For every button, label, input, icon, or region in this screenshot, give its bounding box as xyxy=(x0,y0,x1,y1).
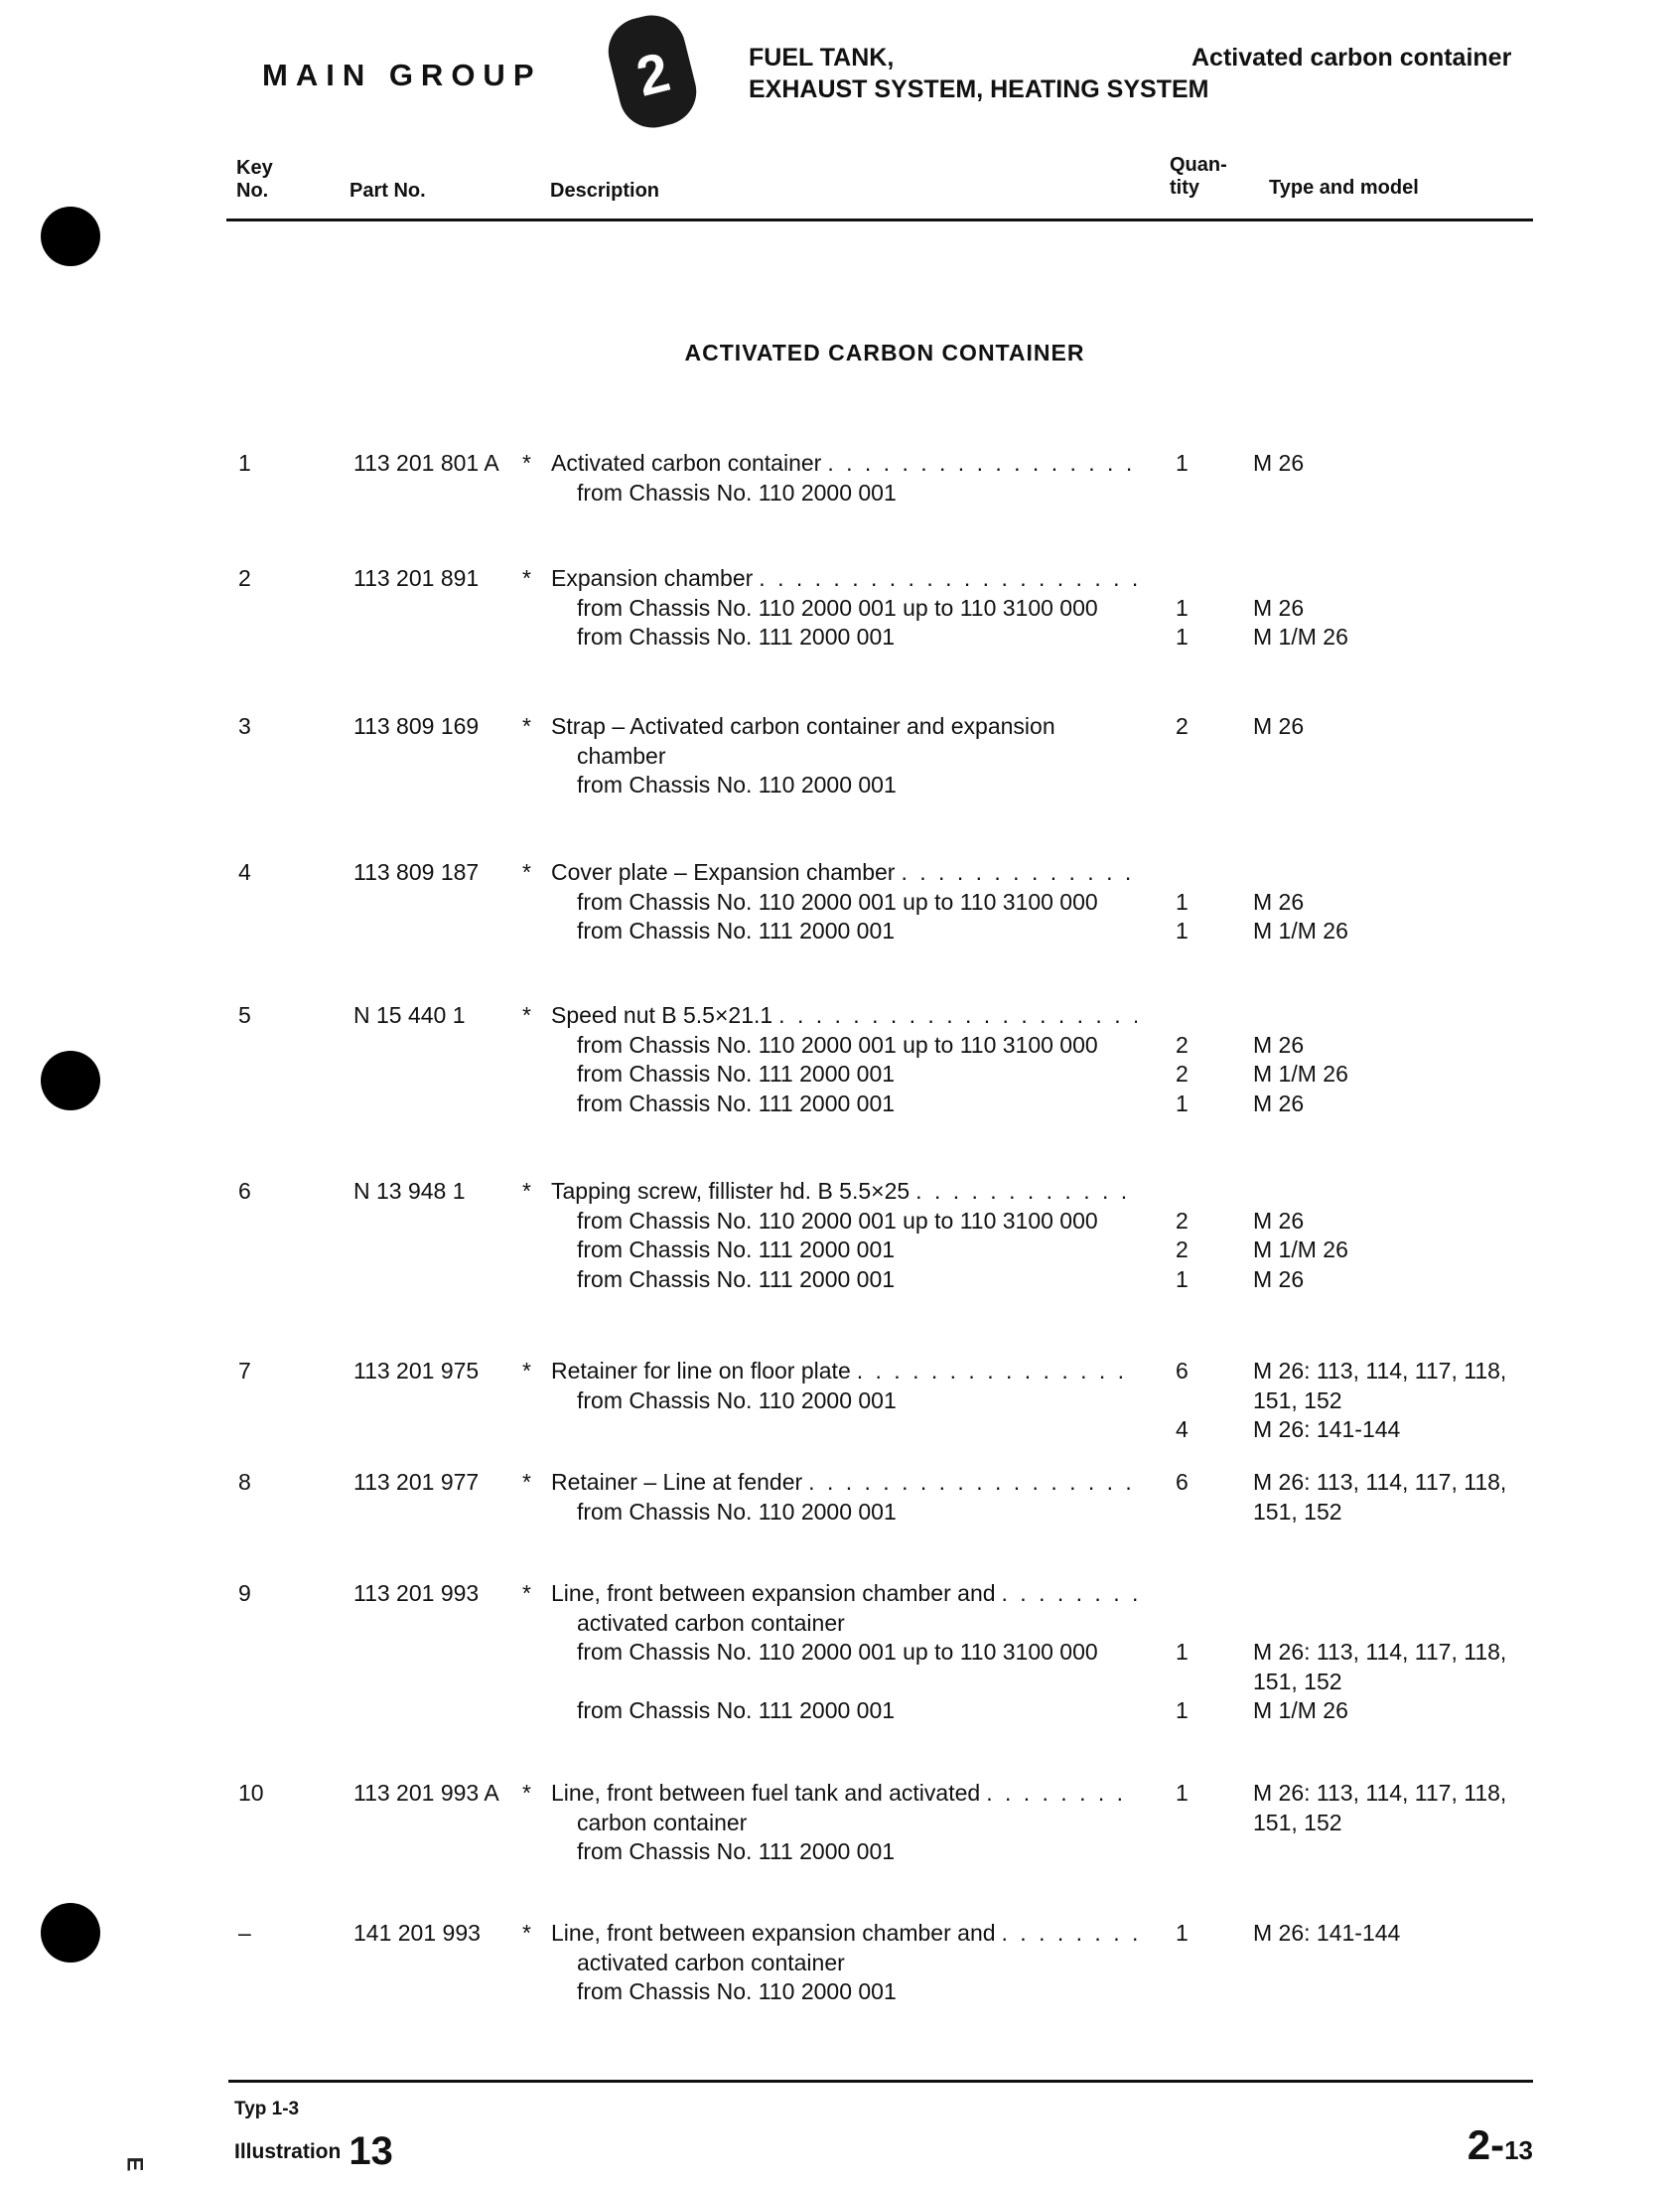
description-line xyxy=(551,888,1137,918)
col-key-no xyxy=(236,157,273,203)
footer-rule xyxy=(228,2080,1533,2083)
new-part-marker: * xyxy=(522,1178,531,1204)
col-part-no: Part No. xyxy=(350,180,426,202)
part-number: 113 201 993 A xyxy=(353,1780,499,1806)
description-line xyxy=(551,1579,1137,1609)
part-number: 113 201 801 A xyxy=(353,450,499,476)
quantity-value: 1 xyxy=(1176,1090,1189,1116)
binder-hole-top xyxy=(41,207,100,266)
quantity-value xyxy=(1176,1809,1189,1838)
description-text: from Chassis No. 111 2000 001 xyxy=(577,624,896,650)
type-model-value xyxy=(1253,564,1348,594)
description-line xyxy=(551,1809,1137,1838)
type-model-value xyxy=(1253,1177,1348,1207)
col-key-no-line1: Key xyxy=(236,157,273,179)
type-model-column xyxy=(1253,858,1348,947)
part-number: 141 201 993 xyxy=(353,1920,481,1946)
binder-hole-middle xyxy=(41,1051,100,1110)
quantity-value: 1 xyxy=(1176,888,1189,915)
quantity-column xyxy=(1176,1779,1189,1867)
type-model-value: 151, 152 xyxy=(1253,1809,1342,1835)
part-description xyxy=(551,449,1137,508)
description-text: Line, front between expansion chamber and xyxy=(551,1580,996,1606)
part-description xyxy=(551,1579,1137,1726)
type-model-value: M 1/M 26 xyxy=(1253,624,1348,650)
type-model-value: M 26 xyxy=(1253,888,1305,915)
description-line xyxy=(551,1001,1137,1031)
footer-typ: Typ 1-3 xyxy=(234,2099,300,2119)
type-model-column xyxy=(1253,1001,1348,1118)
key-number: 5 xyxy=(238,1002,251,1028)
description-line xyxy=(551,712,1137,742)
quantity-column xyxy=(1176,1579,1189,1726)
part-number: 113 809 169 xyxy=(353,713,480,739)
quantity-value xyxy=(1176,1609,1189,1639)
description-text: from Chassis No. 111 2000 001 xyxy=(577,1237,896,1262)
description-line xyxy=(551,1668,1137,1697)
quantity-value xyxy=(1176,771,1189,801)
description-line xyxy=(551,1386,1137,1416)
description-text: from Chassis No. 110 2000 001 up to 110 3100 000 xyxy=(577,1207,1098,1234)
new-part-marker: * xyxy=(522,859,531,885)
binder-hole-bottom xyxy=(41,1903,100,1963)
type-model-value: M 26 xyxy=(1253,594,1305,621)
description-line xyxy=(551,771,1137,801)
description-line xyxy=(551,1060,1137,1090)
illustration-number: 13 xyxy=(349,2129,393,2173)
quantity-value: 1 xyxy=(1176,450,1189,476)
description-line xyxy=(551,1357,1137,1386)
quantity-value: 1 xyxy=(1176,1920,1189,1946)
type-model-column xyxy=(1253,564,1348,653)
description-line xyxy=(551,1207,1137,1237)
type-model-value: M 1/M 26 xyxy=(1253,1237,1348,1262)
new-part-marker: * xyxy=(522,1580,531,1606)
key-number: 2 xyxy=(238,565,251,591)
part-description xyxy=(551,1779,1137,1867)
type-model-value: M 26 xyxy=(1253,713,1305,739)
key-number: – xyxy=(238,1920,251,1946)
col-quantity-line2: tity xyxy=(1170,177,1199,199)
group-number-badge xyxy=(602,8,704,135)
type-model-column xyxy=(1253,1468,1506,1527)
quantity-value: 6 xyxy=(1176,1469,1189,1495)
type-model-value: M 26: 113, 114, 117, 118, xyxy=(1253,1780,1507,1806)
dot-leader xyxy=(808,1468,1137,1498)
dot-leader xyxy=(827,449,1137,479)
description-line xyxy=(551,1415,1137,1445)
description-text: Cover plate – Expansion chamber xyxy=(551,859,896,885)
key-number: 9 xyxy=(238,1580,251,1606)
type-model-column xyxy=(1253,1357,1506,1445)
description-text: activated carbon container xyxy=(577,1949,845,1975)
col-quantity xyxy=(1170,154,1227,200)
part-number: N 13 948 1 xyxy=(353,1178,466,1204)
description-text: from Chassis No. 111 2000 001 xyxy=(577,1265,896,1292)
new-part-marker: * xyxy=(522,1469,531,1495)
type-model-value: 151, 152 xyxy=(1253,1668,1342,1694)
type-model-value: M 26: 141-144 xyxy=(1253,1416,1401,1442)
type-model-value: 151, 152 xyxy=(1253,1386,1342,1413)
description-line xyxy=(551,1265,1137,1295)
type-model-column xyxy=(1253,1779,1506,1867)
section-title: ACTIVATED CARBON CONTAINER xyxy=(684,340,1085,365)
description-line xyxy=(551,1177,1137,1207)
quantity-value xyxy=(1176,1386,1189,1416)
key-number: 10 xyxy=(238,1780,264,1806)
description-text: Expansion chamber xyxy=(551,565,754,591)
description-text: from Chassis No. 110 2000 001 up to 110 3100 000 xyxy=(577,594,1098,621)
description-line xyxy=(551,1977,1137,2007)
key-number: 1 xyxy=(238,450,251,476)
quantity-column xyxy=(1176,1357,1189,1445)
type-model-value: M 26 xyxy=(1253,1265,1305,1292)
quantity-value: 2 xyxy=(1176,1237,1189,1262)
type-model-value: M 26: 141-144 xyxy=(1253,1920,1401,1946)
description-text: Strap – Activated carbon container and expansion xyxy=(551,713,1055,739)
quantity-column xyxy=(1176,858,1189,947)
type-model-value: M 1/M 26 xyxy=(1253,1061,1348,1087)
type-model-value xyxy=(1253,1949,1400,1978)
new-part-marker: * xyxy=(522,1920,531,1946)
col-key-no-line2: No. xyxy=(236,180,269,202)
header-subject: Activated carbon container xyxy=(1191,44,1512,72)
description-line xyxy=(551,1696,1137,1726)
quantity-column xyxy=(1176,1919,1189,2007)
type-model-column xyxy=(1253,712,1304,801)
dot-leader xyxy=(901,858,1137,888)
description-text: from Chassis No. 110 2000 001 xyxy=(577,1386,897,1413)
quantity-value xyxy=(1176,1837,1189,1867)
quantity-column xyxy=(1176,1001,1189,1118)
description-line xyxy=(551,917,1137,947)
quantity-value xyxy=(1176,564,1189,594)
page-number xyxy=(1468,2121,1533,2169)
dot-leader xyxy=(986,1779,1137,1809)
col-description: Description xyxy=(550,180,660,202)
type-model-value xyxy=(1253,858,1348,888)
quantity-column xyxy=(1176,564,1189,653)
description-line xyxy=(551,1919,1137,1949)
quantity-value: 4 xyxy=(1176,1416,1189,1442)
group-number: 2 xyxy=(630,40,676,108)
description-text: from Chassis No. 110 2000 001 xyxy=(577,479,897,506)
description-line xyxy=(551,594,1137,624)
quantity-value: 6 xyxy=(1176,1358,1189,1384)
type-model-value xyxy=(1253,742,1304,772)
dot-leader xyxy=(857,1357,1137,1386)
part-number: 113 201 891 xyxy=(353,565,480,591)
new-part-marker: * xyxy=(522,1358,531,1384)
part-description xyxy=(551,858,1137,947)
quantity-value xyxy=(1176,1579,1189,1609)
quantity-value: 1 xyxy=(1176,1697,1189,1723)
description-line xyxy=(551,479,1137,509)
part-description xyxy=(551,1357,1137,1445)
quantity-value xyxy=(1176,1668,1189,1697)
description-text: from Chassis No. 110 2000 001 xyxy=(577,1498,897,1525)
new-part-marker: * xyxy=(522,713,531,739)
type-model-value: M 26 xyxy=(1253,1090,1305,1116)
description-line xyxy=(551,1468,1137,1498)
description-line xyxy=(551,449,1137,479)
type-model-column xyxy=(1253,1579,1506,1726)
part-number: 113 809 187 xyxy=(353,859,480,885)
type-model-value: M 26: 113, 114, 117, 118, xyxy=(1253,1639,1507,1665)
type-model-value: M 26 xyxy=(1253,1207,1305,1234)
quantity-value xyxy=(1176,479,1189,509)
type-model-value xyxy=(1253,1837,1506,1867)
key-number: 4 xyxy=(238,859,251,885)
description-line xyxy=(551,1638,1137,1668)
part-number: 113 201 975 xyxy=(353,1358,480,1384)
quantity-value: 1 xyxy=(1176,918,1189,944)
header-title-line1: FUEL TANK, xyxy=(749,44,895,72)
part-description xyxy=(551,712,1137,801)
quantity-value: 2 xyxy=(1176,1207,1189,1234)
description-line xyxy=(551,1498,1137,1528)
page-number-sub: 13 xyxy=(1504,2135,1533,2165)
footer-illustration xyxy=(234,2129,393,2174)
description-text: chamber xyxy=(577,742,666,769)
part-description xyxy=(551,1177,1137,1294)
description-text: carbon container xyxy=(577,1809,748,1835)
description-text: from Chassis No. 110 2000 001 up to 110 3100 000 xyxy=(577,888,1098,915)
type-model-value xyxy=(1253,1977,1400,2007)
description-text: from Chassis No. 110 2000 001 xyxy=(577,1978,897,2004)
illustration-label: Illustration xyxy=(234,2140,342,2163)
quantity-column xyxy=(1176,1468,1189,1527)
col-type-model: Type and model xyxy=(1269,177,1419,199)
key-number: 7 xyxy=(238,1358,251,1384)
new-part-marker: * xyxy=(522,450,531,476)
type-model-value xyxy=(1253,771,1304,801)
col-quantity-line1: Quan- xyxy=(1170,154,1227,176)
description-text: from Chassis No. 110 2000 001 up to 110 3100 000 xyxy=(577,1031,1098,1058)
key-number: 3 xyxy=(238,713,251,739)
page-number-main: 2- xyxy=(1467,2121,1505,2168)
quantity-value: 1 xyxy=(1176,624,1189,650)
description-line xyxy=(551,1779,1137,1809)
type-model-value: M 26: 113, 114, 117, 118, xyxy=(1253,1358,1507,1384)
description-text: from Chassis No. 110 2000 001 up to 110 3100 000 xyxy=(577,1639,1098,1665)
type-model-value xyxy=(1253,1579,1506,1609)
margin-mark: E xyxy=(122,2156,148,2172)
type-model-column xyxy=(1253,1177,1348,1294)
type-model-value xyxy=(1253,479,1304,509)
type-model-value: M 26: 113, 114, 117, 118, xyxy=(1253,1469,1507,1495)
quantity-value xyxy=(1176,1949,1189,1978)
type-model-column xyxy=(1253,1919,1400,2007)
quantity-column xyxy=(1176,449,1189,508)
header-rule xyxy=(226,218,1533,221)
main-group-label: MAIN GROUP xyxy=(262,58,542,92)
description-text: from Chassis No. 111 2000 001 xyxy=(577,1061,896,1087)
description-text: Line, front between expansion chamber and xyxy=(551,1920,996,1946)
type-model-column xyxy=(1253,449,1304,508)
description-text: Retainer for line on floor plate xyxy=(551,1358,851,1384)
part-number: 113 201 993 xyxy=(353,1580,480,1606)
description-text: Retainer – Line at fender xyxy=(551,1469,803,1495)
description-text: from Chassis No. 111 2000 001 xyxy=(577,918,896,944)
quantity-value xyxy=(1176,1498,1189,1528)
part-description xyxy=(551,1468,1137,1527)
dot-leader xyxy=(915,1177,1137,1207)
type-model-value xyxy=(1253,1609,1506,1639)
description-line xyxy=(551,1031,1137,1061)
description-line xyxy=(551,564,1137,594)
type-model-value xyxy=(1253,1001,1348,1031)
dot-leader xyxy=(759,564,1137,594)
quantity-value: 2 xyxy=(1176,1031,1189,1058)
description-line xyxy=(551,1837,1137,1867)
type-model-value: M 26 xyxy=(1253,1031,1305,1058)
dot-leader xyxy=(778,1001,1137,1031)
description-line xyxy=(551,858,1137,888)
quantity-value xyxy=(1176,742,1189,772)
description-line xyxy=(551,1090,1137,1119)
part-number: N 15 440 1 xyxy=(353,1002,466,1028)
new-part-marker: * xyxy=(522,1002,531,1028)
description-text: Tapping screw, fillister hd. B 5.5×25 xyxy=(551,1178,910,1204)
description-text: Line, front between fuel tank and activated xyxy=(551,1780,981,1806)
dot-leader xyxy=(1002,1579,1137,1609)
quantity-value: 1 xyxy=(1176,1639,1189,1665)
description-text: from Chassis No. 111 2000 001 xyxy=(577,1838,896,1864)
part-number: 113 201 977 xyxy=(353,1469,480,1495)
description-text: from Chassis No. 111 2000 001 xyxy=(577,1697,896,1723)
quantity-value: 1 xyxy=(1176,1265,1189,1292)
type-model-value: 151, 152 xyxy=(1253,1498,1342,1525)
description-text: from Chassis No. 111 2000 001 xyxy=(577,1090,896,1116)
description-text: activated carbon container xyxy=(577,1609,845,1636)
part-description xyxy=(551,564,1137,653)
key-number: 6 xyxy=(238,1178,251,1204)
quantity-column xyxy=(1176,712,1189,801)
header-title-line2: EXHAUST SYSTEM, HEATING SYSTEM xyxy=(749,75,1209,103)
part-description xyxy=(551,1919,1137,2007)
quantity-value xyxy=(1176,1001,1189,1031)
type-model-value: M 1/M 26 xyxy=(1253,918,1348,944)
quantity-value xyxy=(1176,1977,1189,2007)
type-model-value: M 26 xyxy=(1253,450,1305,476)
description-text: from Chassis No. 110 2000 001 xyxy=(577,772,897,798)
quantity-value: 1 xyxy=(1176,594,1189,621)
quantity-value xyxy=(1176,1177,1189,1207)
description-line xyxy=(551,1609,1137,1639)
new-part-marker: * xyxy=(522,565,531,591)
part-description xyxy=(551,1001,1137,1118)
dot-leader xyxy=(1002,1919,1137,1949)
quantity-value: 1 xyxy=(1176,1780,1189,1806)
key-number: 8 xyxy=(238,1469,251,1495)
quantity-value: 2 xyxy=(1176,713,1189,739)
quantity-value: 2 xyxy=(1176,1061,1189,1087)
quantity-value xyxy=(1176,858,1189,888)
description-line xyxy=(551,1949,1137,1978)
description-line xyxy=(551,742,1137,772)
type-model-value: M 1/M 26 xyxy=(1253,1697,1348,1723)
new-part-marker: * xyxy=(522,1780,531,1806)
description-text: Speed nut B 5.5×21.1 xyxy=(551,1002,773,1028)
description-line xyxy=(551,623,1137,653)
quantity-column xyxy=(1176,1177,1189,1294)
description-text: Activated carbon container xyxy=(551,450,822,476)
description-line xyxy=(551,1236,1137,1265)
